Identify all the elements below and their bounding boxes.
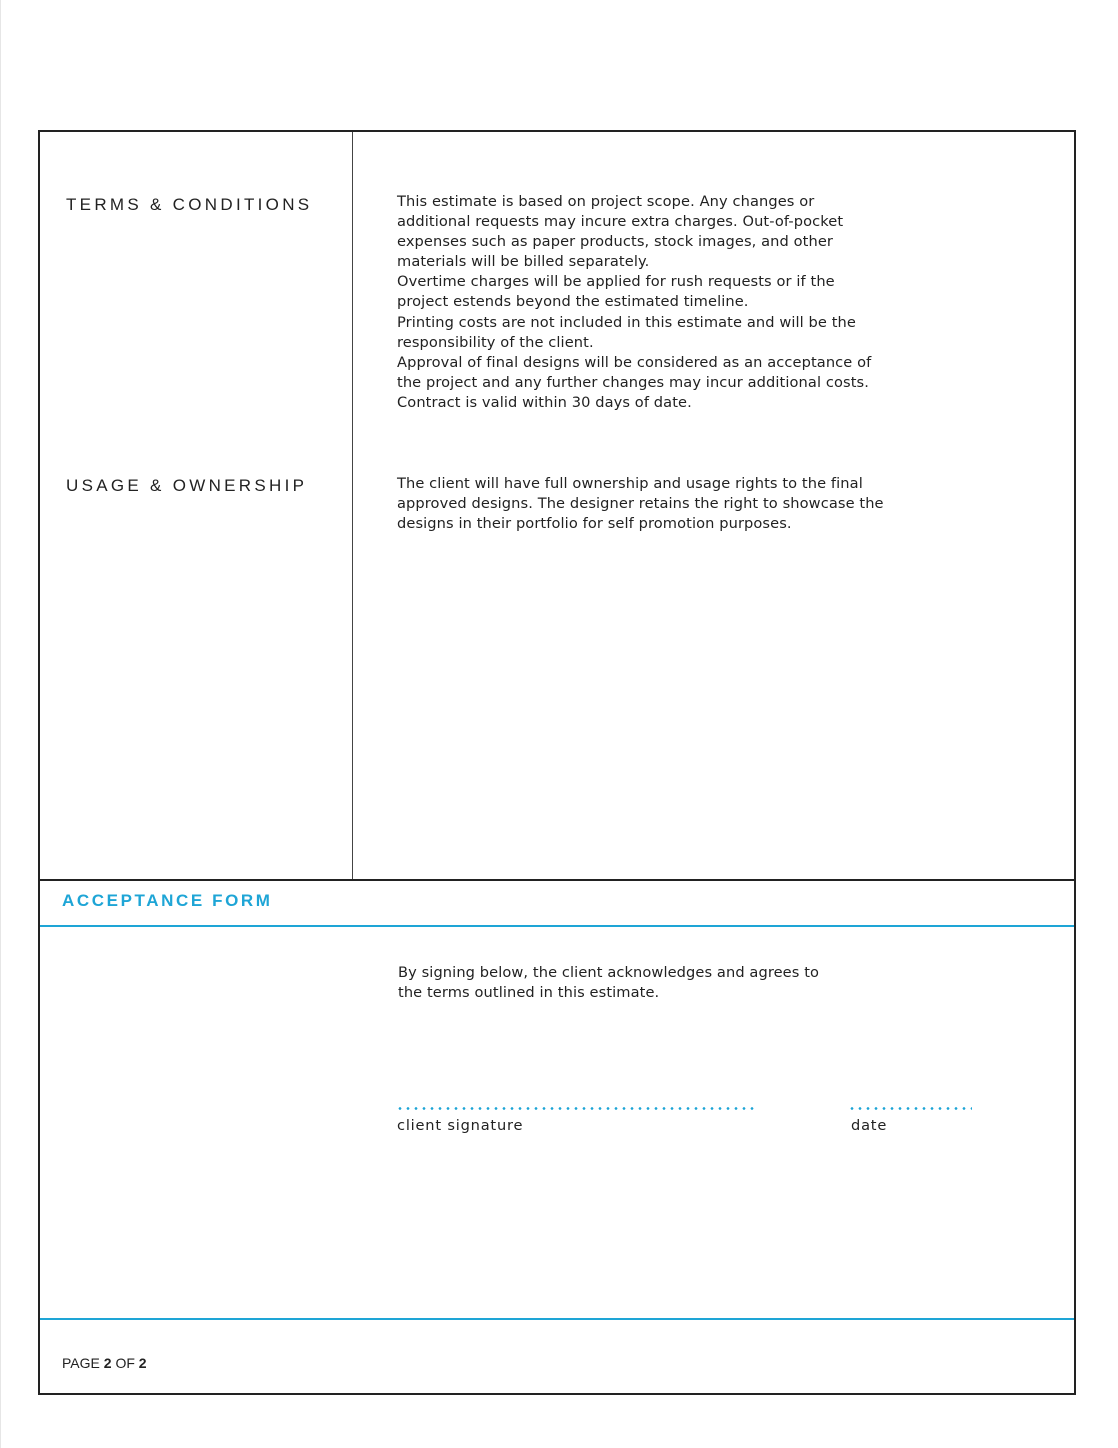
signature-line[interactable] — [396, 1107, 756, 1110]
usage-line: The client will have full ownership and usage rights to the final — [397, 475, 863, 492]
date-label: date — [851, 1117, 888, 1134]
column-divider — [352, 132, 353, 880]
terms-line: Contract is valid within 30 days of date. — [397, 393, 692, 411]
usage-heading: USAGE & OWNERSHIP — [66, 476, 308, 495]
terms-line: Overtime charges will be applied for rush requests or if the — [397, 273, 835, 291]
terms-line: Printing costs are not included in this estimate and will be the — [397, 313, 856, 331]
usage-line: designs in their portfolio for self promotion purposes. — [397, 515, 792, 533]
total-pages: 2 — [138, 1355, 147, 1371]
usage-line: approved designs. The designer retains the right to showcase the — [397, 495, 884, 513]
acceptance-form-title: ACCEPTANCE FORM — [62, 891, 273, 910]
page-edge — [0, 0, 1, 1448]
date-line[interactable] — [848, 1107, 972, 1110]
footer-rule — [40, 1318, 1074, 1320]
terms-line: additional requests may incure extra charges. Out-of-pocket — [397, 213, 844, 231]
acceptance-line: By signing below, the client acknowledges and agrees to — [398, 964, 820, 981]
terms-line: project estends beyond the estimated timeline. — [397, 293, 749, 311]
client-signature-label: client signature — [397, 1117, 524, 1134]
terms-line: responsibility of the client. — [397, 333, 594, 351]
page-prefix: PAGE — [62, 1355, 100, 1371]
section-divider — [40, 879, 1074, 881]
acceptance-header-rule — [40, 925, 1074, 927]
acceptance-line: the terms outlined in this estimate. — [398, 984, 660, 1002]
acceptance-text — [398, 963, 898, 1003]
page-number — [62, 1355, 147, 1371]
terms-line: Approval of final designs will be considered as an acceptance of — [397, 353, 872, 371]
terms-line: the project and any further changes may incur additional costs. — [397, 373, 869, 391]
page-of: OF — [115, 1355, 135, 1371]
terms-line: materials will be billed separately. — [397, 253, 650, 271]
terms-text — [397, 192, 897, 413]
current-page: 2 — [103, 1355, 112, 1371]
terms-heading: TERMS & CONDITIONS — [66, 195, 313, 214]
terms-line: This estimate is based on project scope. Any changes or — [397, 193, 815, 210]
usage-text — [397, 474, 897, 534]
terms-line: expenses such as paper products, stock images, and other — [397, 233, 834, 251]
